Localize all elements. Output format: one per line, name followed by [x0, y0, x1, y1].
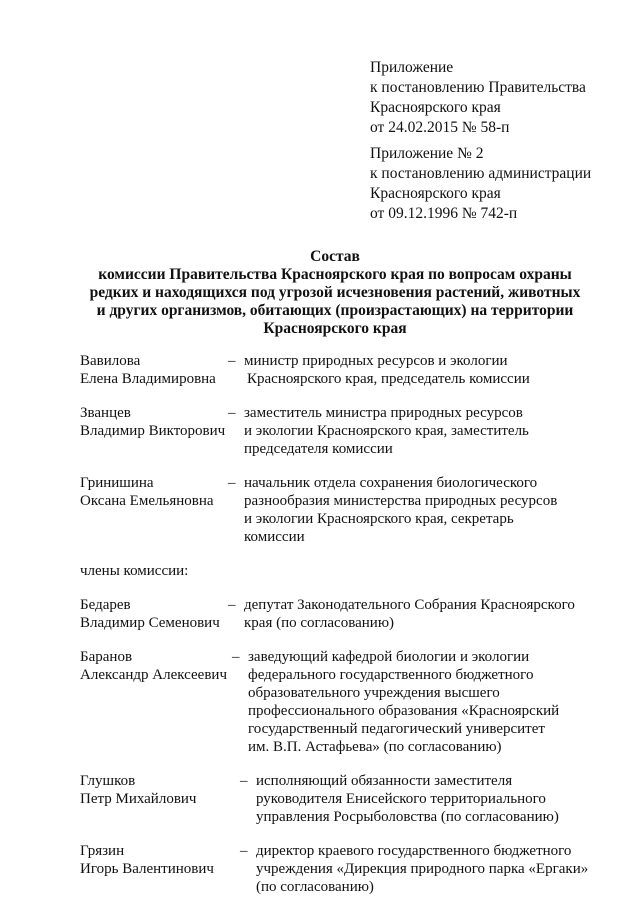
role-line: и экологии Красноярского края, заместитель — [244, 423, 529, 439]
dash-separator: – — [228, 597, 236, 613]
member-surname: Гринишина — [80, 475, 154, 491]
member-given-name: Оксана Емельяновна — [80, 493, 214, 509]
appendix-2-header — [370, 144, 591, 224]
member-name — [80, 352, 240, 388]
member-name — [80, 772, 240, 808]
appendix-1-line: от 24.02.2015 № 58-п — [370, 119, 510, 136]
role-line: профессионального образования «Красноярский — [248, 703, 560, 719]
commission-members-list — [80, 352, 630, 912]
appendix-2-line: к постановлению администрации — [370, 165, 592, 182]
member-name — [80, 404, 240, 440]
role-line: заместитель министра природных ресурсов — [244, 405, 523, 421]
role-line: учреждения «Дирекция природного парка «Ергаки» — [256, 861, 589, 877]
members-section-label: члены комиссии: — [80, 563, 189, 579]
member-surname: Вавилова — [80, 353, 141, 369]
member-surname: Глушков — [80, 773, 136, 789]
role-line: заведующий кафедрой биологии и экологии — [248, 649, 530, 665]
member-role — [256, 772, 630, 826]
appendix-2-line: от 09.12.1996 № 742-п — [370, 205, 518, 222]
member-role — [244, 352, 630, 388]
role-line: федерального государственного бюджетного — [248, 667, 534, 683]
member-role — [256, 842, 630, 896]
role-line: и экологии Красноярского края, секретарь — [244, 511, 514, 527]
dash-separator: – — [240, 773, 248, 789]
role-line: руководителя Енисейского территориального — [256, 791, 546, 807]
role-line: им. В.П. Астафьева» (по согласованию) — [248, 739, 502, 755]
appendix-2-line: Приложение № 2 — [370, 145, 484, 162]
title-line: Состав — [310, 248, 360, 265]
appendix-1-line: Красноярского края — [370, 99, 501, 116]
role-line: депутат Законодательного Собрания Красноярского — [244, 597, 575, 613]
member-name — [80, 596, 240, 632]
member-role — [244, 596, 630, 632]
dash-separator: – — [240, 843, 248, 859]
title-line: Красноярского края — [263, 320, 407, 337]
role-line: исполняющий обязанности заместителя — [256, 773, 513, 789]
member-role — [248, 648, 630, 756]
appendix-2-line: Красноярского края — [370, 185, 501, 202]
appendix-1-header — [370, 58, 586, 138]
appendix-1-line: к постановлению Правительства — [370, 79, 586, 96]
member-given-name: Владимир Викторович — [80, 423, 226, 439]
role-line: (по согласованию) — [256, 879, 374, 895]
role-line: директор краевого государственного бюджетного — [256, 843, 572, 859]
role-line: начальник отдела сохранения биологического — [244, 475, 538, 491]
dash-separator: – — [232, 649, 240, 665]
title-line: комиссии Правительства Красноярского края по вопросам охраны — [98, 266, 572, 283]
member-given-name: Игорь Валентинович — [80, 861, 214, 877]
member-entry — [80, 474, 630, 546]
role-line: края (по согласованию) — [244, 615, 395, 631]
role-line: комиссии — [244, 529, 305, 545]
role-line: председателя комиссии — [244, 441, 393, 457]
member-given-name: Елена Владимировна — [80, 371, 216, 387]
role-line: образовательного учреждения высшего — [248, 685, 500, 701]
member-entry — [80, 404, 630, 458]
role-line: разнообразия министерства природных ресурсов — [244, 493, 558, 509]
dash-separator: – — [228, 475, 236, 491]
appendix-1-line: Приложение — [370, 59, 454, 76]
member-entry — [80, 596, 630, 632]
member-surname: Баранов — [80, 649, 133, 665]
role-line: управления Росрыболовства (по согласованию) — [256, 809, 559, 825]
role-line: Красноярского края, председатель комиссии — [247, 371, 530, 387]
dash-separator: – — [228, 405, 236, 421]
member-role — [244, 404, 630, 458]
role-line: государственный педагогический университет — [248, 721, 545, 737]
member-surname: Званцев — [80, 405, 131, 421]
member-surname: Грязин — [80, 843, 125, 859]
title-line: редких и находящихся под угрозой исчезновения растений, животных — [89, 284, 581, 301]
member-name — [80, 648, 240, 684]
member-given-name: Александр Алексеевич — [80, 667, 227, 683]
title-line: и других организмов, обитающих (произрастающих) на территории — [96, 302, 574, 319]
role-line: министр природных ресурсов и экологии — [244, 353, 508, 369]
member-given-name: Владимир Семенович — [80, 615, 220, 631]
member-role — [244, 474, 630, 546]
member-given-name: Петр Михайлович — [80, 791, 197, 807]
member-name — [80, 474, 240, 510]
member-entry — [80, 842, 630, 896]
member-name — [80, 842, 240, 878]
member-entry — [80, 648, 630, 756]
document-title — [40, 248, 630, 338]
member-entry — [80, 352, 630, 388]
member-surname: Бедарев — [80, 597, 131, 613]
dash-separator: – — [228, 353, 236, 369]
member-entry — [80, 772, 630, 826]
